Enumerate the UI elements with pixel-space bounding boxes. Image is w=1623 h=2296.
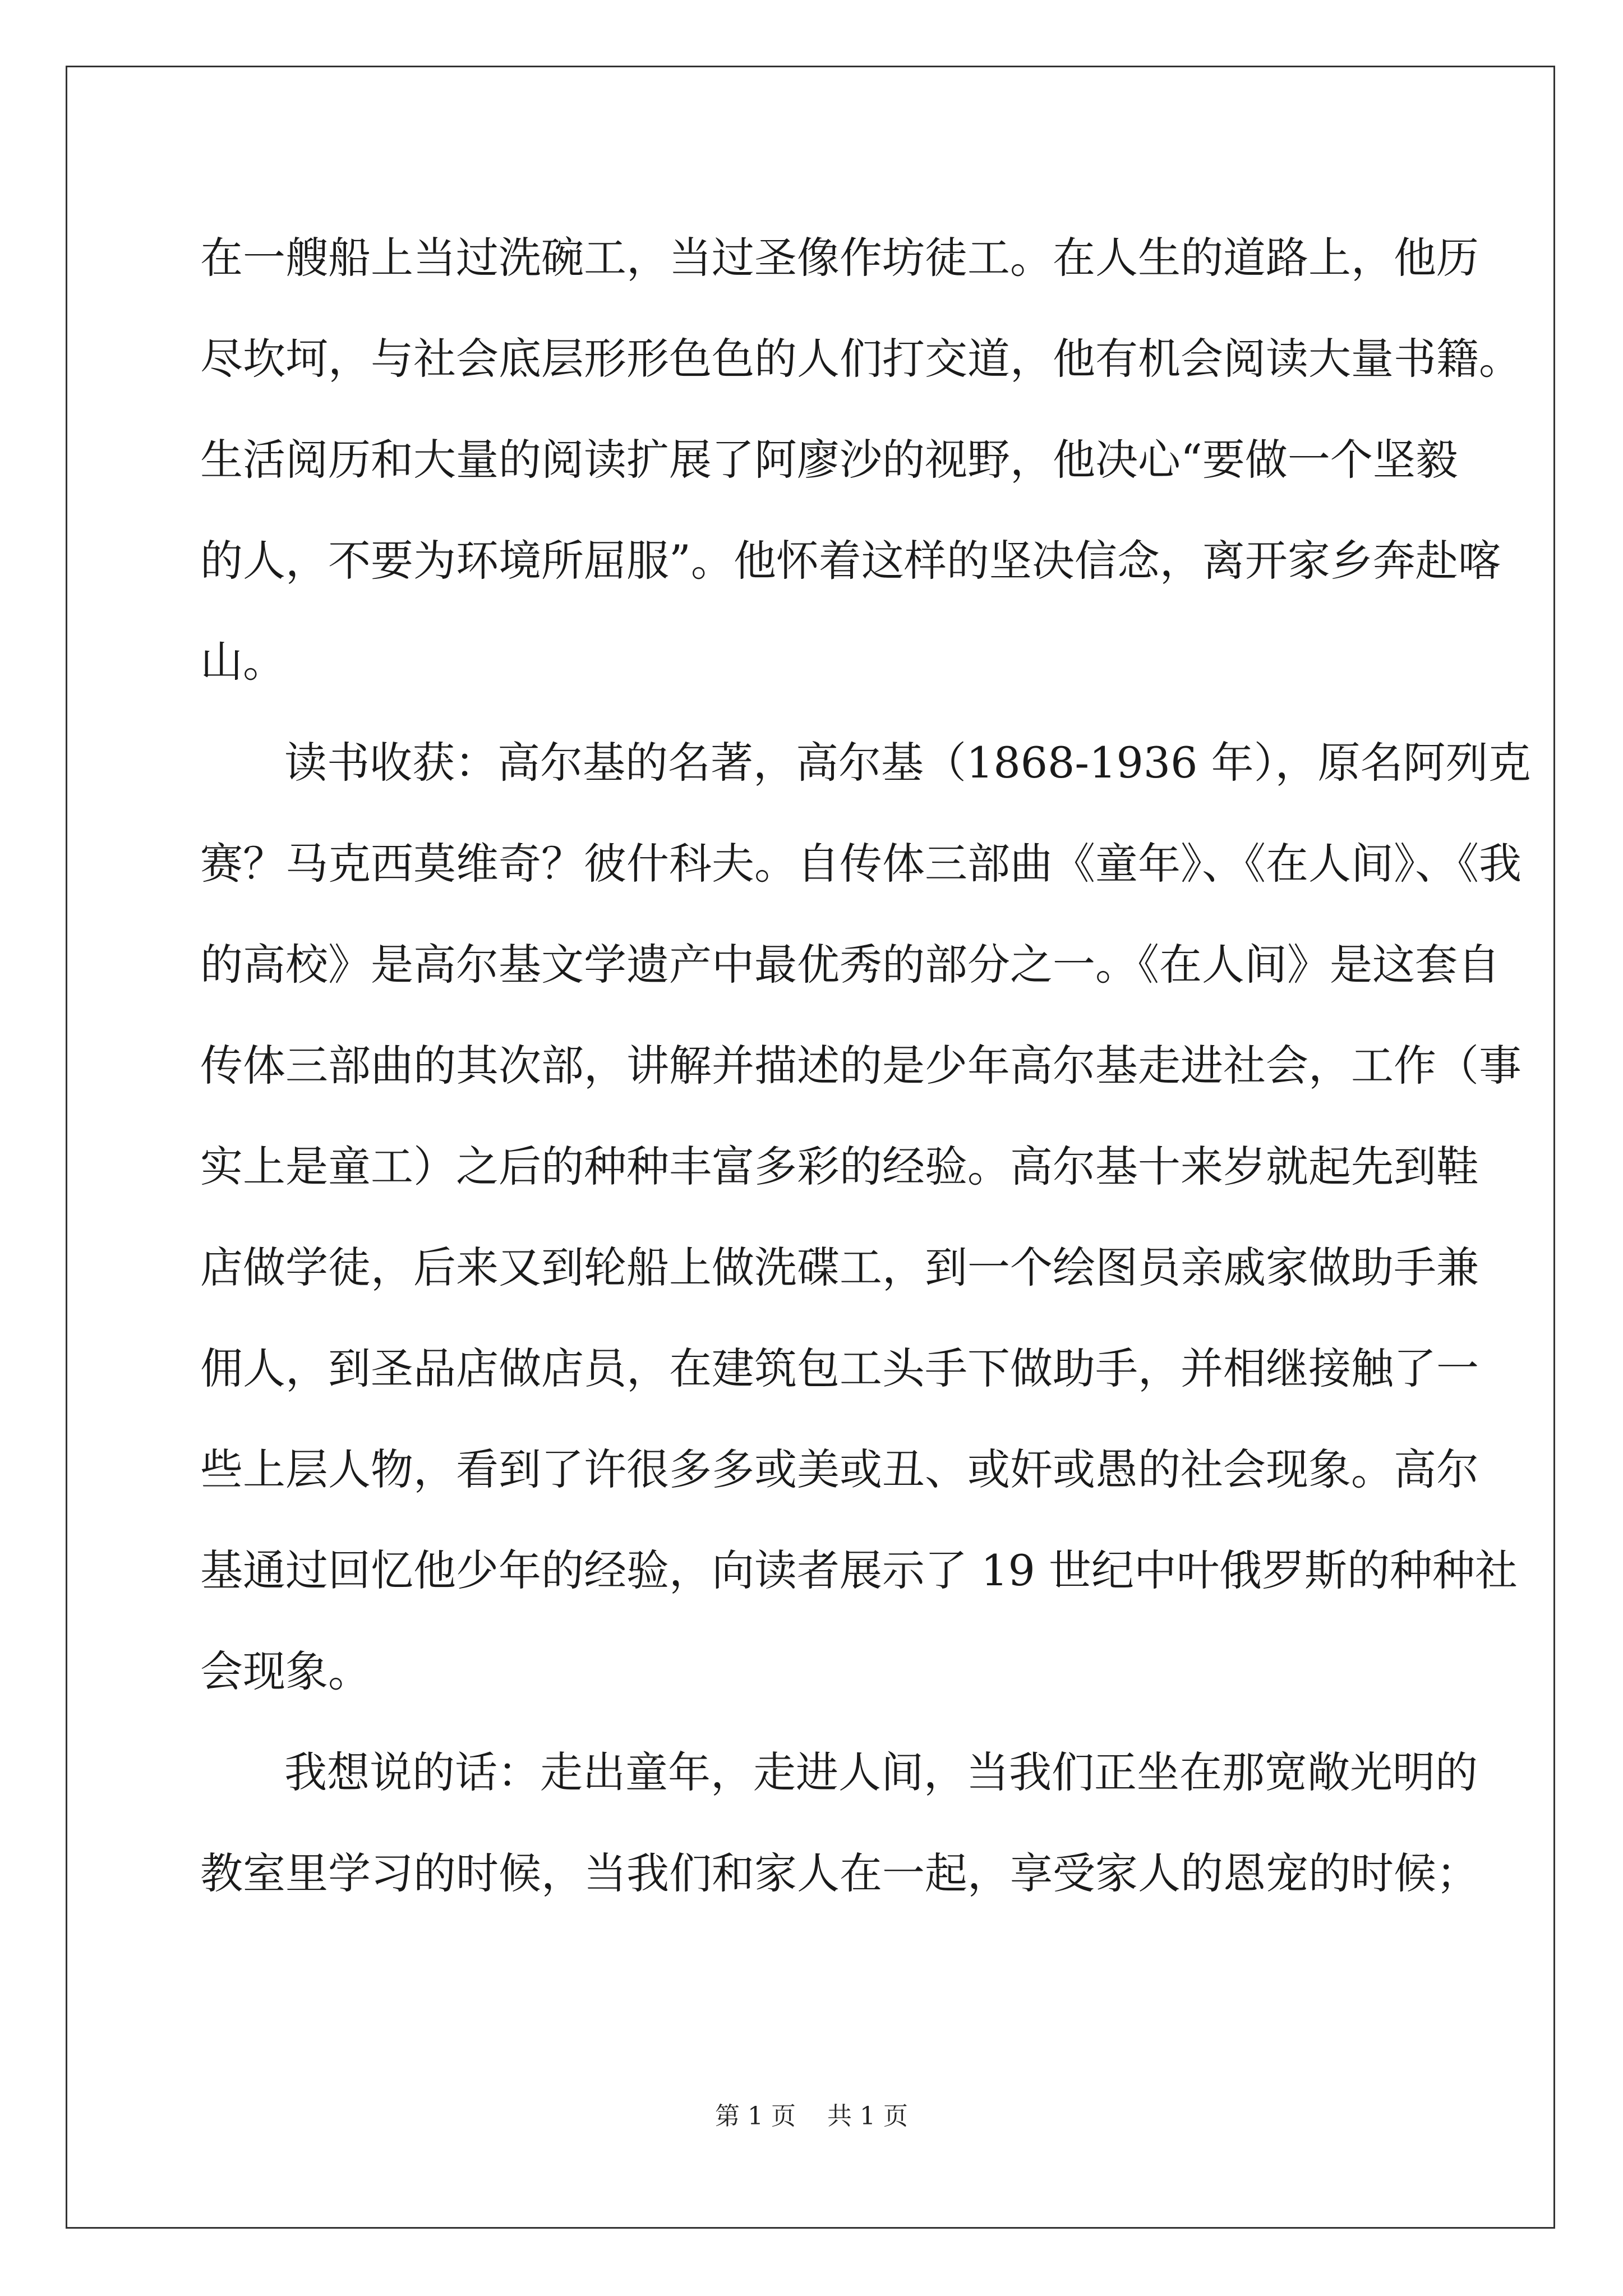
- page-number: 第 1 页: [715, 2102, 796, 2131]
- text-line: 会现象。: [200, 1646, 371, 1696]
- text-line: 实上是童工）之后的种种丰富多彩的经验。高尔基十来岁就起先到鞋: [200, 1142, 1479, 1191]
- text-line: 佣人，到圣品店做店员，在建筑包工头手下做助手，并相继接触了一: [200, 1343, 1479, 1393]
- text-line: 的人，不要为环境所屈服”。他怀着这样的坚决信念，离开家乡奔赴喀: [200, 536, 1501, 586]
- text-line: 传体三部曲的其次部，讲解并描述的是少年高尔基走进社会，工作（事: [200, 1041, 1521, 1091]
- text-line: 山。: [200, 637, 285, 687]
- text-line: 赛？马克西莫维奇？彼什科夫。自传体三部曲《童年》、《在人间》、《我: [200, 839, 1521, 889]
- text-line: 基通过回忆他少年的经验，向读者展示了 19 世纪中叶俄罗斯的种种社: [200, 1545, 1518, 1595]
- text-line: 教室里学习的时候，当我们和家人在一起，享受家人的恩宠的时候；: [200, 1848, 1479, 1898]
- text-line: 的高校》是高尔基文学遗产中最优秀的部分之一。《在人间》是这套自: [200, 940, 1500, 990]
- text-line: 尽坎坷，与社会底层形形色色的人们打交道，他有机会阅读大量书籍。: [200, 334, 1521, 384]
- text-line: 在一艘船上当过洗碗工，当过圣像作坊徒工。在人生的道路上，他历: [200, 233, 1479, 283]
- page-footer: [0, 2096, 1623, 2132]
- document-body: [200, 208, 1531, 1924]
- page-total: 共 1 页: [827, 2102, 908, 2131]
- text-line: 生活阅历和大量的阅读扩展了阿廖沙的视野，他决心“要做一个坚毅: [200, 435, 1458, 485]
- paragraph-start-line: 我想说的话：走出童年，走进人间，当我们正坐在那宽敞光明的: [284, 1747, 1478, 1797]
- text-line: 些上层人物，看到了许很多多或美或丑、或奸或愚的社会现象。高尔: [200, 1444, 1479, 1494]
- text-line: 店做学徒，后来又到轮船上做洗碟工，到一个绘图员亲戚家做助手兼: [200, 1243, 1479, 1292]
- paragraph-start-line: 读书收获：高尔基的名著，高尔基（1868-1936 年），原名阿列克: [284, 738, 1531, 788]
